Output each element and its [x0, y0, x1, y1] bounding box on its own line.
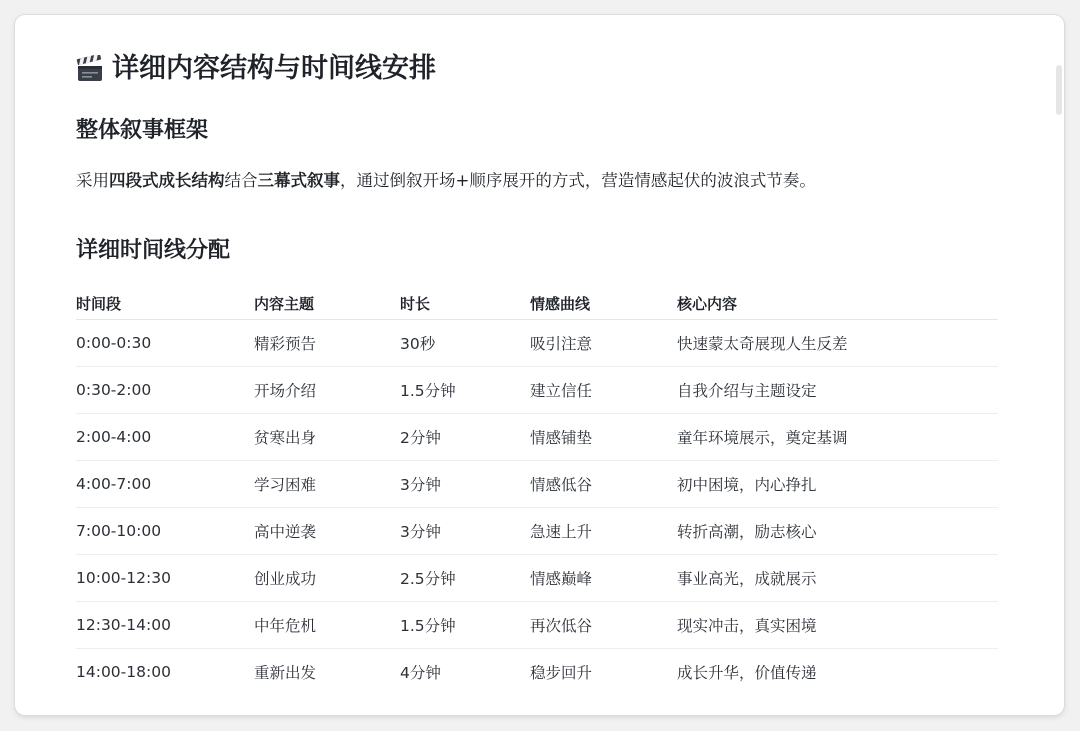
table-row	[76, 414, 998, 461]
header-time-segment: 时间段	[76, 287, 254, 320]
header-emotion-curve: 情感曲线	[530, 287, 677, 320]
cell-duration: 1.5分钟	[400, 602, 530, 649]
header-topic: 内容主题	[254, 287, 400, 320]
cell-duration: 1.5分钟	[400, 367, 530, 414]
page-title-text: 详细内容结构与时间线安排	[112, 53, 436, 84]
cell-duration: 4分钟	[400, 664, 441, 682]
table-header-row	[76, 287, 998, 320]
cell-time-segment: 10:00-12:30	[76, 555, 254, 602]
cell-topic: 精彩预告	[254, 320, 400, 367]
intro-mid: 结合	[224, 171, 258, 190]
cell-emotion-curve: 吸引注意	[530, 320, 677, 367]
cell-time-segment: 2:00-4:00	[76, 414, 254, 461]
cell-core-content: 事业高光，成就展示	[677, 555, 998, 602]
scrollbar-thumb[interactable]	[1056, 65, 1062, 115]
cell-time-segment: 14:00-18:00	[76, 663, 171, 681]
cell-emotion-curve: 建立信任	[530, 367, 677, 414]
cell-time-segment: 12:30-14:00	[76, 602, 254, 649]
clapperboard-icon	[76, 55, 104, 83]
intro-bold-structure: 四段式成长结构	[109, 171, 225, 190]
cell-emotion-curve: 情感铺垫	[530, 414, 677, 461]
table-row	[76, 602, 998, 649]
timeline-heading: 详细时间线分配	[76, 238, 231, 263]
cell-core-content: 童年环境展示，奠定基调	[677, 414, 998, 461]
cell-core-content: 初中困境，内心挣扎	[677, 461, 998, 508]
intro-bold-narrative: 三幕式叙事	[257, 171, 340, 190]
cell-time-segment: 4:00-7:00	[76, 461, 254, 508]
table-row	[76, 508, 998, 555]
cell-duration: 3分钟	[400, 461, 530, 508]
cell-duration: 30秒	[400, 320, 530, 367]
cell-topic: 开场介绍	[254, 367, 400, 414]
cell-emotion-curve: 再次低谷	[530, 602, 677, 649]
cell-emotion-curve: 情感低谷	[530, 461, 677, 508]
cell-duration: 3分钟	[400, 508, 530, 555]
cell-topic: 创业成功	[254, 555, 400, 602]
cell-topic: 学习困难	[254, 461, 400, 508]
cell-duration: 2.5分钟	[400, 555, 530, 602]
cell-core-content: 现实冲击，真实困境	[677, 602, 998, 649]
cell-time-segment: 0:00-0:30	[76, 320, 254, 367]
cell-emotion-curve: 稳步回升	[530, 664, 593, 682]
framework-heading: 整体叙事框架	[76, 118, 209, 143]
table-row	[76, 461, 998, 508]
table-row	[76, 649, 998, 696]
header-duration: 时长	[400, 287, 530, 320]
cell-core-content: 转折高潮，励志核心	[677, 508, 998, 555]
intro-prefix: 采用	[76, 171, 109, 190]
cell-core-content: 自我介绍与主题设定	[677, 367, 998, 414]
cell-topic: 高中逆袭	[254, 508, 400, 555]
document-card	[15, 15, 1064, 715]
header-core-content: 核心内容	[677, 287, 998, 320]
cell-time-segment: 7:00-10:00	[76, 508, 254, 555]
intro-suffix: ，通过倒叙开场+顺序展开的方式，营造情感起伏的波浪式节奏。	[340, 171, 816, 190]
cell-time-segment: 0:30-2:00	[76, 367, 254, 414]
timeline-table	[76, 287, 998, 695]
table-row	[76, 367, 998, 414]
cell-core-content: 快速蒙太奇展现人生反差	[677, 320, 998, 367]
cell-topic: 贫寒出身	[254, 414, 400, 461]
cell-topic: 重新出发	[254, 664, 317, 682]
cell-topic: 中年危机	[254, 602, 400, 649]
page-title	[76, 51, 436, 87]
cell-core-content: 成长升华，价值传递	[677, 664, 817, 682]
cell-emotion-curve: 情感巅峰	[530, 555, 677, 602]
cell-duration: 2分钟	[400, 414, 530, 461]
table-row	[76, 320, 998, 367]
cell-emotion-curve: 急速上升	[530, 508, 677, 555]
intro-paragraph	[76, 168, 816, 194]
table-row	[76, 555, 998, 602]
